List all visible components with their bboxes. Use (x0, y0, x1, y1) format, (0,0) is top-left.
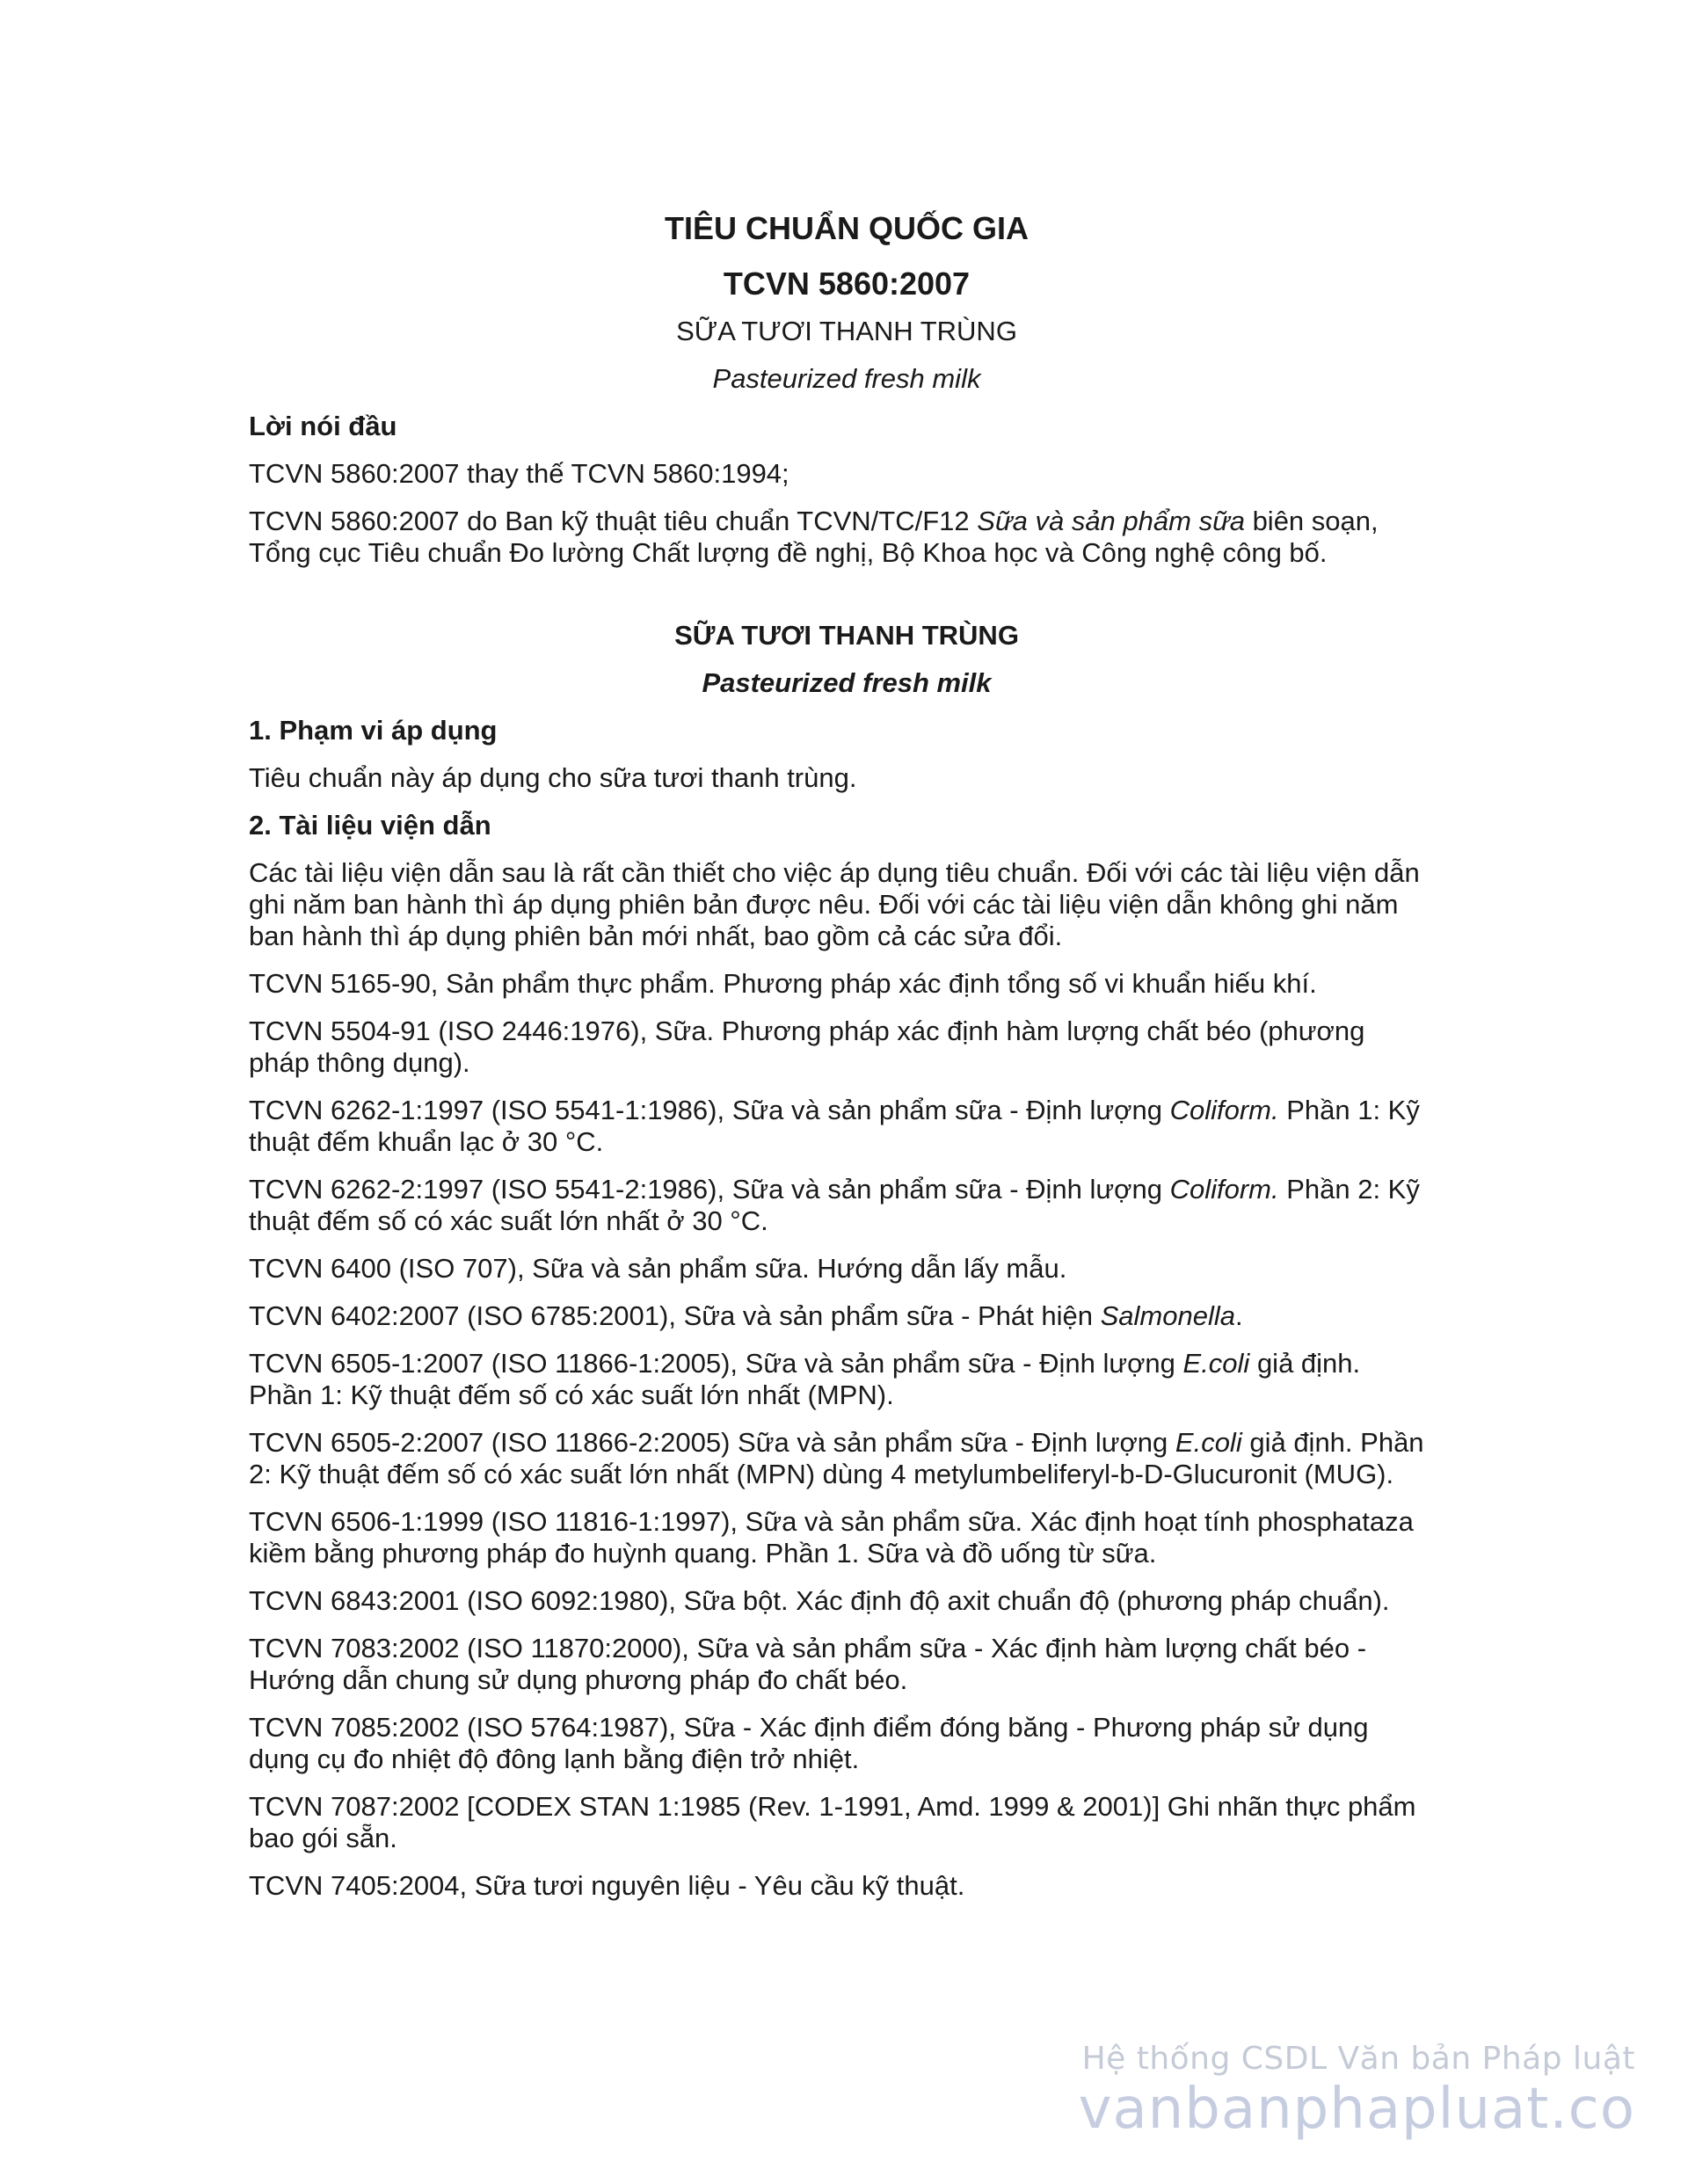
ref-line: pháp thông dụng). (249, 1047, 470, 1078)
ref-italic: Salmonella (1100, 1300, 1235, 1331)
reference-item (249, 1506, 1444, 1569)
doc-title: TIÊU CHUẨN QUỐC GIA (665, 210, 1029, 246)
doc-code: TCVN 5860:2007 (723, 266, 971, 302)
reference-item (249, 1174, 1444, 1237)
reference-item (249, 1300, 1444, 1332)
ref-text: TCVN 6505-1:2007 (ISO 11866-1:2005), Sữa và sản phẩm sữa - Định lượng (249, 1348, 1183, 1379)
foreword-p2-italic: Sữa và sản phẩm sữa (977, 506, 1245, 536)
ref-line: Phần 1: Kỹ thuật đếm số có xác suất lớn nhất (MPN). (249, 1380, 894, 1410)
watermark (1079, 2040, 1635, 2140)
ref-line: thuật đếm khuẩn lạc ở 30 °C. (249, 1126, 604, 1157)
foreword-p2-c: Tổng cục Tiêu chuẩn Đo lường Chất lượng đề nghị, Bộ Khoa học và Công nghệ công bố. (249, 537, 1328, 568)
ref-line: TCVN 7083:2002 (ISO 11870:2000), Sữa và sản phẩm sữa - Xác định hàm lượng chất béo - (249, 1633, 1367, 1663)
ref-text: Phần 1: Kỹ (1278, 1095, 1420, 1125)
intro-line-2: ghi năm ban hành thì áp dụng phiên bản được nêu. Đối với các tài liệu viện dẫn không ghi năm (249, 889, 1399, 920)
ref-line: thuật đếm số có xác suất lớn nhất ở 30 °C. (249, 1205, 768, 1236)
foreword-p2-b: biên soạn, (1244, 506, 1379, 536)
reference-item: TCVN 7405:2004, Sữa tươi nguyên liệu - Yêu cầu kỹ thuật. (249, 1870, 965, 1901)
ref-line: TCVN 7085:2002 (ISO 5764:1987), Sữa - Xác định điểm đóng băng - Phương pháp sử dụng (249, 1712, 1369, 1743)
document-page (249, 209, 1444, 1918)
doc-name-en: Pasteurized fresh milk (712, 363, 981, 394)
ref-italic: E.coli (1175, 1427, 1242, 1458)
ref-italic: E.coli (1182, 1348, 1250, 1379)
ref-line: dụng cụ đo nhiệt độ đông lạnh bằng điện trở nhiệt. (249, 1744, 860, 1774)
reference-item: TCVN 5165-90, Sản phẩm thực phẩm. Phương pháp xác định tổng số vi khuẩn hiếu khí. (249, 968, 1317, 999)
reference-item: TCVN 6400 (ISO 707), Sữa và sản phẩm sữa. Hướng dẫn lấy mẫu. (249, 1253, 1067, 1284)
ref-text: TCVN 6402:2007 (ISO 6785:2001), Sữa và sản phẩm sữa - Phát hiện (249, 1300, 1101, 1331)
ref-line: kiềm bằng phương pháp đo huỳnh quang. Phần 1. Sữa và đồ uống từ sữa. (249, 1538, 1157, 1569)
section1-text: Tiêu chuẩn này áp dụng cho sữa tươi thanh trùng. (249, 762, 857, 793)
ref-italic: Coliform. (1169, 1095, 1279, 1125)
intro-line-3: ban hành thì áp dụng phiên bản mới nhất, bao gồm cả các sửa đổi. (249, 921, 1063, 951)
ref-line: bao gói sẵn. (249, 1823, 397, 1853)
intro-line-1: Các tài liệu viện dẫn sau là rất cần thiết cho việc áp dụng tiêu chuẩn. Đối với các tài liệu viện dẫn (249, 857, 1420, 888)
section2-intro (249, 857, 1444, 952)
ref-italic: Coliform. (1169, 1174, 1279, 1205)
reference-item (249, 1016, 1444, 1079)
ref-line: Hướng dẫn chung sử dụng phương pháp đo chất béo. (249, 1664, 908, 1695)
reference-item (249, 1791, 1444, 1854)
foreword-p1: TCVN 5860:2007 thay thế TCVN 5860:1994; (249, 458, 789, 489)
foreword-heading: Lời nói đầu (249, 411, 397, 441)
ref-line: TCVN 5504-91 (ISO 2446:1976), Sữa. Phương pháp xác định hàm lượng chất béo (phương (249, 1016, 1365, 1046)
foreword-p2 (249, 506, 1444, 569)
reference-item (249, 1712, 1444, 1775)
ref-text: TCVN 6262-1:1997 (ISO 5541-1:1986), Sữa và sản phẩm sữa - Định lượng (249, 1095, 1170, 1125)
ref-text: Phần 2: Kỹ (1278, 1174, 1420, 1205)
doc-name-vi: SỮA TƯƠI THANH TRÙNG (676, 316, 1017, 346)
ref-text: giả định. (1249, 1348, 1361, 1379)
ref-line: 2: Kỹ thuật đếm số có xác suất lớn nhất (MPN) dùng 4 metylumbeliferyl-b-D-Glucuronit (MUG). (249, 1459, 1394, 1489)
ref-text: TCVN 6262-2:1997 (ISO 5541-2:1986), Sữa và sản phẩm sữa - Định lượng (249, 1174, 1170, 1205)
foreword-p2-a: TCVN 5860:2007 do Ban kỹ thuật tiêu chuẩn TCVN/TC/F12 (249, 506, 978, 536)
reference-item (249, 1427, 1444, 1490)
reference-item (249, 1095, 1444, 1158)
ref-line: TCVN 7087:2002 [CODEX STAN 1:1985 (Rev. 1-1991, Amd. 1999 & 2001)] Ghi nhãn thực phẩm (249, 1791, 1416, 1822)
section1-heading: 1. Phạm vi áp dụng (249, 715, 498, 746)
reference-item (249, 1633, 1444, 1696)
ref-text: . (1235, 1300, 1243, 1331)
watermark-line-1: Hệ thống CSDL Văn bản Pháp luật (1081, 2041, 1635, 2077)
section2-heading: 2. Tài liệu viện dẫn (249, 810, 491, 841)
reference-item (249, 1348, 1444, 1411)
ref-text: giả định. Phần (1241, 1427, 1424, 1458)
ref-line: TCVN 6506-1:1999 (ISO 11816-1:1997), Sữa và sản phẩm sữa. Xác định hoạt tính phosphataza (249, 1506, 1414, 1537)
body-title-en: Pasteurized fresh milk (702, 667, 992, 698)
watermark-line-2: vanbanphapluat.co (1078, 2077, 1635, 2142)
ref-text: TCVN 6505-2:2007 (ISO 11866-2:2005) Sữa và sản phẩm sữa - Định lượng (249, 1427, 1175, 1458)
body-title-vi: SỮA TƯƠI THANH TRÙNG (674, 620, 1019, 651)
reference-item: TCVN 6843:2001 (ISO 6092:1980), Sữa bột. Xác định độ axit chuẩn độ (phương pháp chuẩn). (249, 1585, 1390, 1616)
